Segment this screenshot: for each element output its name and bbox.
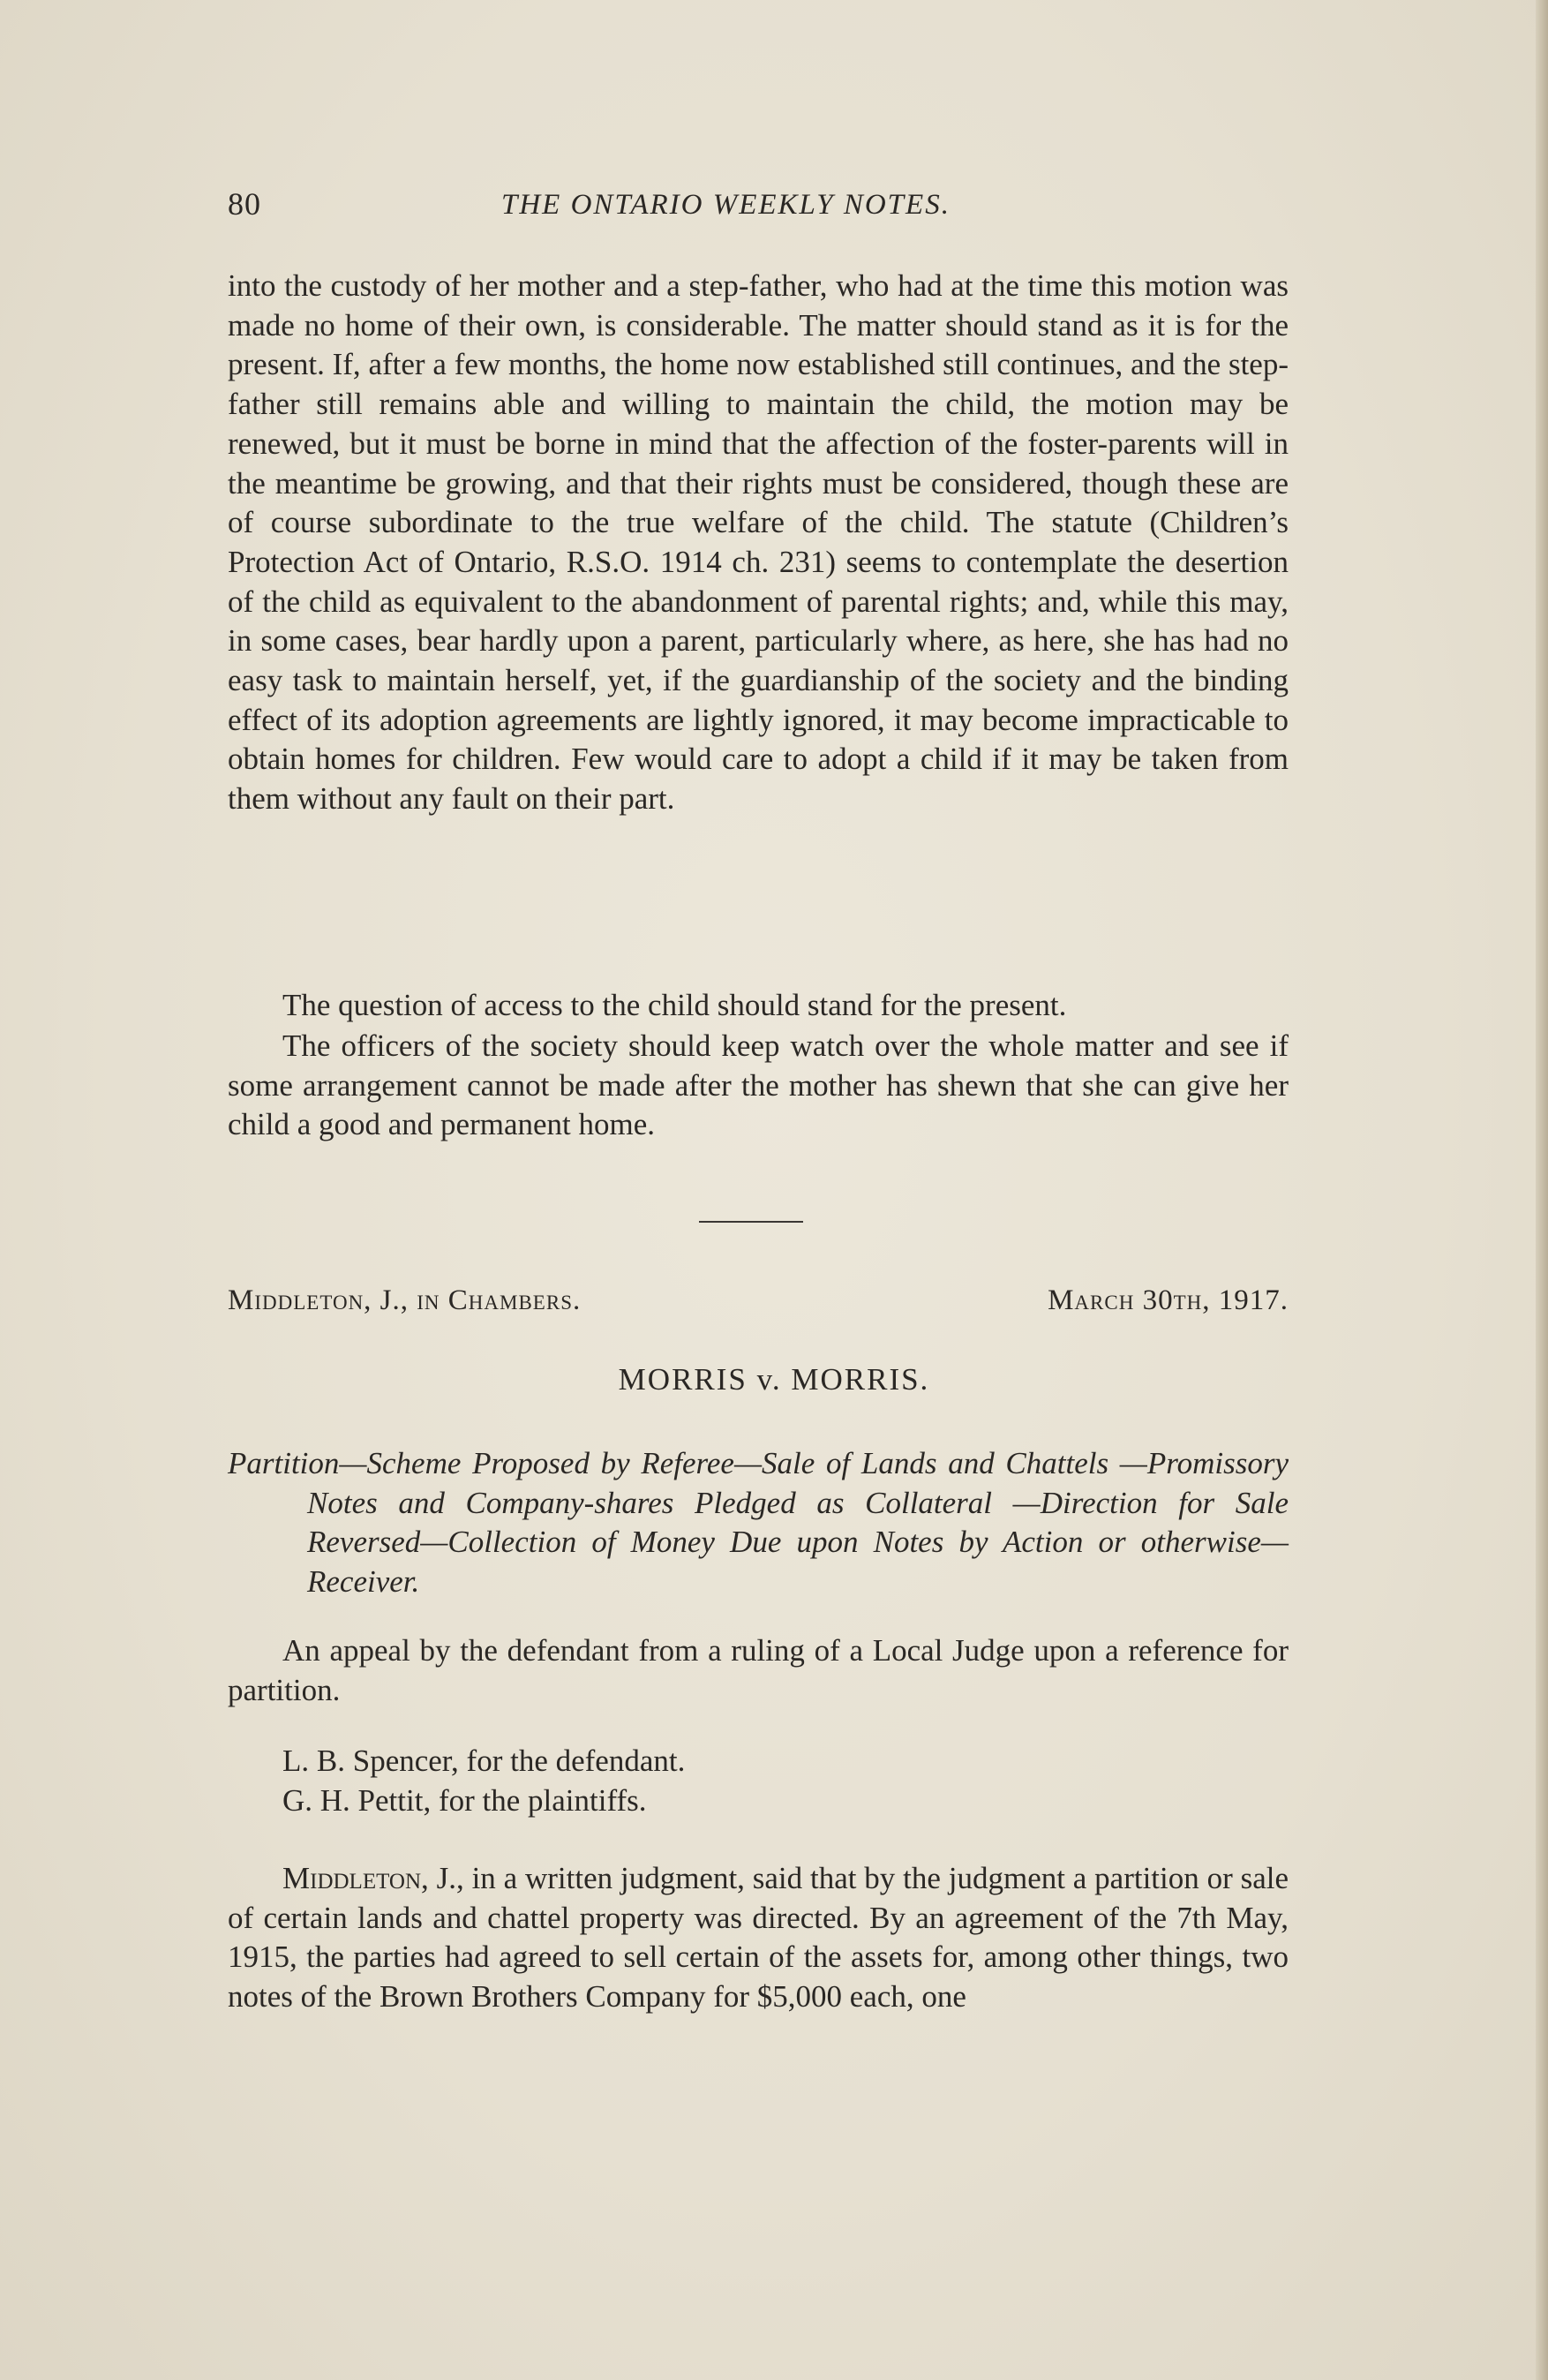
- page-edge-shadow: [1536, 0, 1548, 2380]
- body-paragraph-1: into the custody of her mother and a step-father, who had at the time this motion was made no home of their own, is considerable. The matter should stand as it is for the present. If, after a few months, the home now established still continues, and the step-father still remains able and willing to maintain the child, the motion may be renewed, but it must be borne in mind that the affection of the foster-parents will in the meantime be growing, and that their rights must be considered, though these are of course subordinate to the true welfare of the child. The statute (Children’s Protection Act of Ontario, R.S.O. 1914 ch. 231) seems to contemplate the desertion of the child as equivalent to the abandonment of parental rights; and, while this may, in some cases, bear hardly upon a parent, particularly where, as here, she has had no easy task to maintain herself, yet, if the guardianship of the society and the binding effect of its adoption agreements are lightly ignored, it may become impracticable to obtain homes for children. Few would care to adopt a child if it may be taken from them without any fault on their part.: [228, 268, 1289, 817]
- body-paragraph-3: The officers of the society should keep watch over the whole matter and see if some arrangement cannot be made after the mother has shewn that she can give her child a good and permanent home.: [228, 1028, 1289, 1142]
- judgment-text: in a written judgment, said that by the judgment a partition or sale of certain lands and chattel property was directed. By an agreement of the 7th May, 1915, the parties had agreed to sell certain of the assets for, among other things, two notes of the Brown Brothers Company for $5,000 each, one: [228, 1861, 1289, 2015]
- page-number: 80: [228, 186, 261, 222]
- judgment-judge-name: Middleton, J.,: [282, 1861, 464, 1895]
- appeal-paragraph: An appeal by the defendant from a ruling of a Local Judge upon a reference for partition.: [228, 1633, 1289, 1707]
- case-title: MORRIS v. MORRIS.: [618, 1362, 930, 1397]
- case-byline: [228, 1284, 1289, 1325]
- page-header: [228, 185, 1289, 238]
- counsel-defendant: L. B. Spencer, for the defendant.: [282, 1744, 686, 1778]
- running-head: THE ONTARIO WEEKLY NOTES.: [501, 189, 951, 221]
- body-paragraph-2: The question of access to the child should stand for the present.: [282, 988, 1067, 1022]
- judge-line: Middleton, J., in Chambers.: [228, 1284, 582, 1316]
- judgment-paragraph: [228, 1859, 1289, 2017]
- section-divider: [699, 1221, 803, 1223]
- counsel-plaintiffs: G. H. Pettit, for the plaintiffs.: [282, 1783, 647, 1818]
- date-line: March 30th, 1917.: [1048, 1284, 1289, 1316]
- case-headnote: Partition—Scheme Proposed by Referee—Sale of Lands and Chattels —Promissory Notes and Company-shares Pledged as Collateral —Direction for Sale Reversed—Collection of Money Due upon Notes by Action or otherwise—Receiver.: [228, 1446, 1289, 1600]
